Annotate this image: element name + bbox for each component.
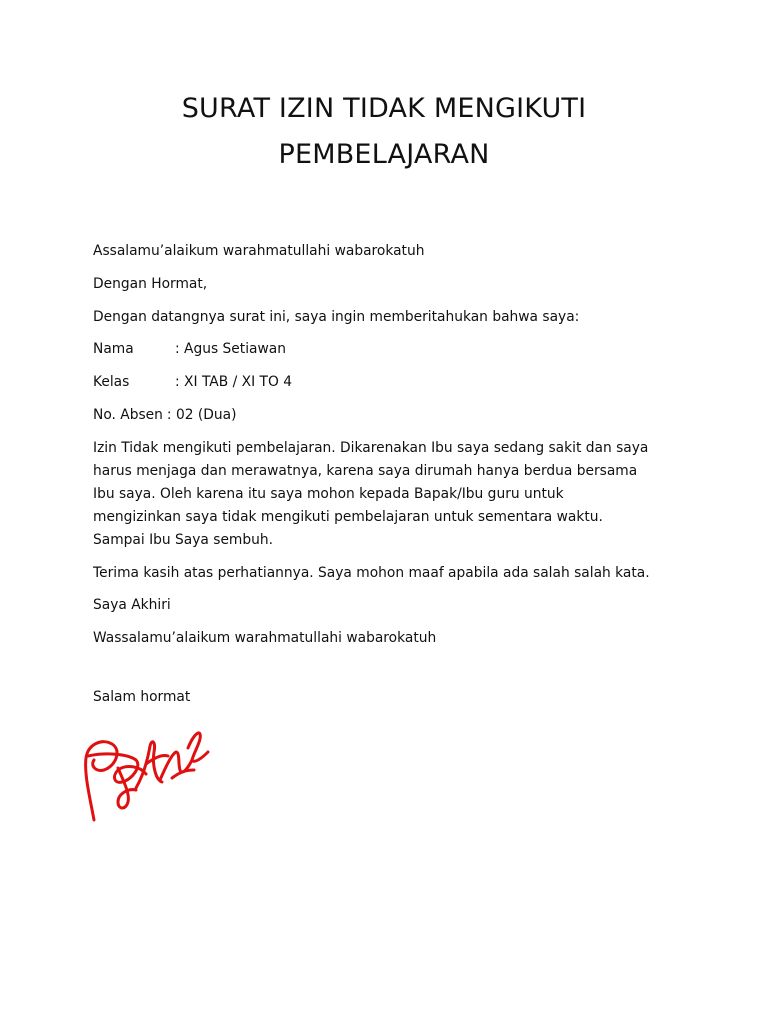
body-line: mengizinkan saya tidak mengikuti pembelajaran untuk sementara waktu.: [93, 508, 603, 525]
body-paragraph: [93, 437, 713, 552]
salutation: Dengan Hormat,: [93, 275, 208, 292]
field-nama-label: Nama: [93, 341, 134, 358]
field-absen-label: No. Absen: [93, 406, 163, 423]
field-absen: [93, 404, 713, 427]
letter-body: [93, 240, 713, 660]
closing-intro: Saya Akhiri: [93, 597, 171, 614]
body-line: Izin Tidak mengikuti pembelajaran. Dikarenakan Ibu saya sedang sakit dan saya: [93, 439, 649, 456]
field-nama: [93, 338, 713, 361]
intro-paragraph: Dengan datangnya surat ini, saya ingin memberitahukan bahwa saya:: [93, 308, 580, 325]
letter-title-line-2: PEMBELAJARAN: [278, 139, 490, 170]
body-line: harus menjaga dan merawatnya, karena saya dirumah hanya berdua bersama: [93, 462, 638, 479]
farewell: Wassalamu’alaikum warahmatullahi wabarokatuh: [93, 630, 437, 647]
letter-title-line-1: SURAT IZIN TIDAK MENGIKUTI: [181, 93, 587, 124]
field-nama-value: : Agus Setiawan: [175, 341, 286, 358]
sign-off: Salam hormat: [93, 689, 191, 705]
field-kelas: [93, 371, 713, 394]
signature-icon: [76, 708, 216, 828]
field-absen-value: : 02 (Dua): [166, 406, 237, 423]
greeting: Assalamu’alaikum warahmatullahi wabarokatuh: [93, 243, 425, 259]
field-kelas-value: : XI TAB / XI TO 4: [175, 374, 292, 391]
body-line: Sampai Ibu Saya sembuh.: [93, 531, 274, 548]
body-line: Ibu saya. Oleh karena itu saya mohon kepada Bapak/Ibu guru untuk: [93, 485, 564, 502]
thanks-paragraph: Terima kasih atas perhatiannya. Saya mohon maaf apabila ada salah salah kata.: [93, 564, 650, 581]
letter-title: [0, 86, 768, 178]
field-kelas-label: Kelas: [93, 374, 130, 391]
